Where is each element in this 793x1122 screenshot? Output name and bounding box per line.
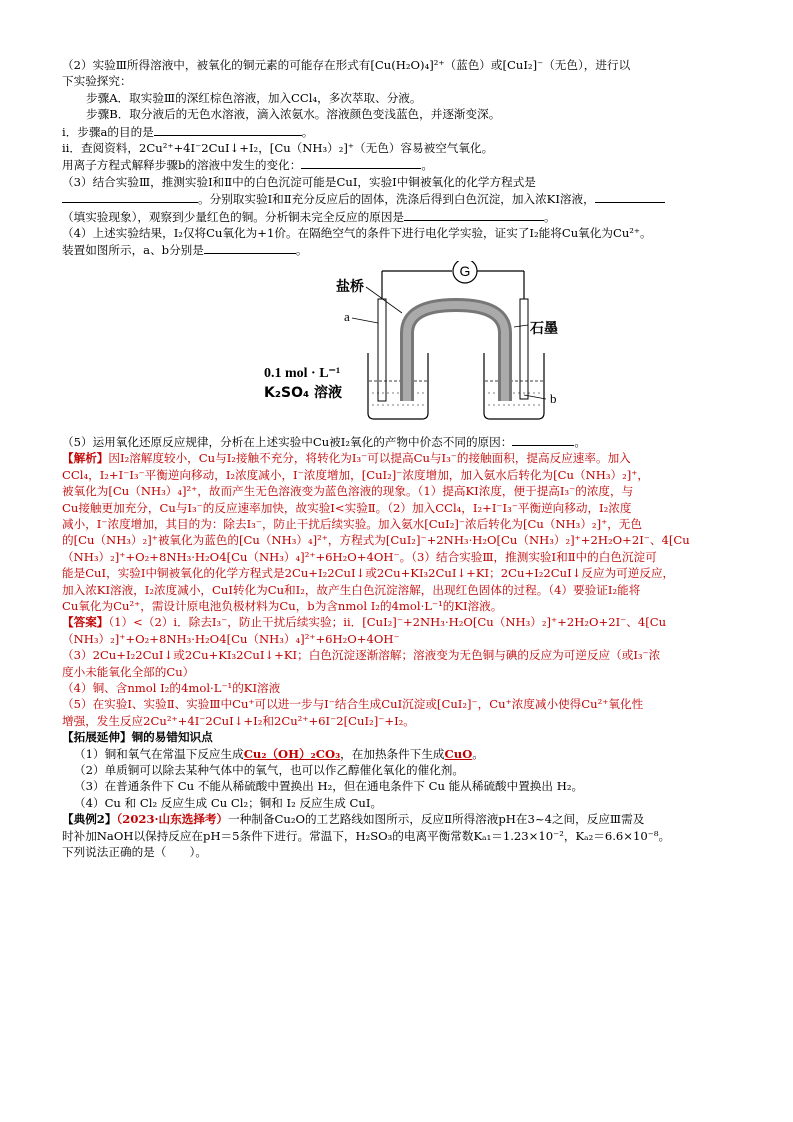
analysis-line: CCl₄，I₂+I⁻I₃⁻平衡逆向移动，I₂浓度减小，I⁻浓度增加，[CuI₂]⁻浓度增加，加入氨水后转化为[Cu（NH₃）₂]⁺， [62,467,649,482]
q3-line3-text: （填实验现象），观察到少量红色的铜。分析铜未完全反应的原因是 [62,209,405,224]
answer-text: （1）<（2）ⅰ．除去I₃⁻，防止干扰后续实验；ⅱ．[CuI₂]⁻+2NH₃·H₂O[Cu（NH₃）₂]⁺+2H₂O+2I⁻、4[Cu [108,615,667,630]
conc-label: 0.1 mol · L⁻¹ [264,365,341,381]
example-line2: 时补加NaOH以保持反应在pH＝5条件下进行。常温下，H₂SO₃的电离平衡常数Kₐ₁＝1.23×10⁻²，Kₐ₂＝6.6×10⁻⁸。 [62,828,671,843]
analysis-line: Cu氧化为Cu²⁺，需设计原电池负极材料为Cu，b为含nmol I₂的4mol·L⁻¹的KI溶液。 [62,598,503,613]
q5-line [62,433,742,450]
salt-bridge-inner [407,305,505,401]
beaker-left [368,353,428,419]
example-line3: 下列说法正确的是（ ）。 [62,845,207,860]
analysis-line: 被氧化为[Cu（NH₃）₄]²⁺，故而产生无色溶液变为蓝色溶液的现象。（1）提高KI浓度，便于提高I₃⁻的浓度，与 [62,484,634,499]
apparatus-diagram [262,261,562,431]
step-b: 步骤B．取分液后的无色水溶液，滴入浓氨水。溶液颜色变浅蓝色，并逐渐变深。 [86,107,501,122]
q2-i [62,123,742,140]
answer-line: （3）2Cu+I₂2CuI↓或2Cu+KI₃2CuI↓+KI；白色沉淀逐渐溶解；溶液变为无色铜与碘的反应为可逆反应（或I₃⁻浓 [62,648,661,663]
electrode-graphite [520,299,528,399]
answer-label: 【答案】 [62,615,109,630]
q4-line2 [62,241,742,258]
q4-line1: （4）上述实验结果，I₂仅将Cu氧化为+1价。在隔绝空气的条件下进行电化学实验，证实了I₂能将Cu氧化为Cu²⁺。 [62,226,652,241]
blank-eq[interactable] [62,190,198,203]
example-source: （2023·山东选择考） [116,812,229,827]
q3-line3 [62,208,742,225]
answer-line: （4）铜、含nmol I₂的4mol·L⁻¹的KI溶液 [62,680,281,695]
answer-line: 增强，发生反应2Cu²⁺+4I⁻2CuI↓+I₂和2Cu²⁺+6I⁻2[CuI₂]⁻+I₂。 [62,713,415,728]
salt-bridge-label: 盐桥 [336,278,364,295]
q2-i-text: ⅰ．步骤a的目的是 [62,124,154,139]
extend-p1-end: 。 [472,746,484,761]
extend-p4: （4）Cu 和 Cl₂ 反应生成 Cu Cl₂；铜和 I₂ 反应生成 CuI。 [74,795,383,810]
q3-line3-end: 。 [544,209,556,224]
answer-line: （5）在实验Ⅰ、实验Ⅱ、实验Ⅲ中Cu⁺可以进一步与I⁻结合生成CuI沉淀或[CuI₂]⁻，Cu⁺浓度减小使得Cu²⁺氧化性 [62,697,644,712]
electrode-a [378,299,386,401]
copper-oxide: CuO [444,746,473,761]
extend-heading: 【拓展延伸】铜的易错知识点 [62,730,213,745]
example-line1 [62,811,742,827]
q3-line1: （3）结合实验Ⅲ，推测实验Ⅰ和Ⅱ中的白色沉淀可能是CuI，实验Ⅰ中铜被氧化的化学方程式是 [62,174,536,189]
extend-p3: （3）在普通条件下 Cu 不能从稀硫酸中置换出 H₂，但在通电条件下 Cu 能从稀硫酸中置换出 H₂。 [74,779,584,794]
blank-ion[interactable] [301,156,421,169]
analysis-line: 减小，I⁻浓度增加，其目的为：除去I₃⁻，防止干扰后续实验。加入氨水[CuI₂]⁻浓后转化为[Cu（NH₃）₂]⁺，无色 [62,516,642,531]
label-b: b [550,390,557,406]
graphite-label: 石墨 [530,320,558,337]
end-mark: 。 [421,158,433,173]
answer-line [62,614,742,630]
analysis-line: 加入浓KI溶液，I₂浓度减小，CuI转化为Cu和I₂，故产生白色沉淀溶解，出现红色固体的过程。（4）要验证I₂能将 [62,582,641,597]
blank-phenomenon[interactable] [595,190,665,203]
analysis-line: 能是CuI，实验Ⅰ中铜被氧化的化学方程式是2Cu+I₂2CuI↓或2Cu+KI₃2CuI↓+KI；2Cu+I₂2CuI↓反应为可逆反应， [62,566,675,581]
q5-end: 。 [574,434,586,449]
q2-ii: ⅱ．查阅资料，2Cu²⁺+4I⁻2CuI↓+I₂，[Cu（NH₃）₂]⁺（无色）容易被空气氧化。 [62,141,494,156]
blank-ab[interactable] [204,241,296,254]
basic-copper-carbonate: Cu₂（OH）₂CO₃ [243,746,341,761]
example-text: 一种制备Cu₂O的工艺路线如图所示，反应Ⅱ所得溶液pH在3~4之间，反应Ⅲ需及 [228,812,645,827]
blank-q5[interactable] [512,433,574,446]
extend-p1-mid: ，在加热条件下生成 [340,746,445,761]
salt-bridge [407,305,505,401]
blank-i[interactable] [154,123,302,136]
electrochem-figure [62,261,742,431]
answer-line: （NH₃）₂]⁺+O₂+8NH₃·H₂O4[Cu（NH₃）₄]²⁺+6H₂O+4OH⁻ [62,631,400,646]
extend-p1 [62,746,742,762]
analysis-line [62,450,742,466]
q2-intro-line1: （2）实验Ⅲ所得溶液中，被氧化的铜元素的可能存在形式有[Cu(H₂O)₄]²⁺（蓝色）或[CuI₂]⁻（无色），进行以 [62,58,631,72]
q2-intro-line2: 下实验探究： [62,74,132,89]
q2-ion [62,156,742,173]
analysis-line: （NH₃）₂]⁺+O₂+8NH₃·H₂O4[Cu（NH₃）₄]²⁺+6H₂O+4OH⁻。（3）结合实验Ⅲ，推测实验Ⅰ和Ⅱ中的白色沉淀可 [62,549,657,564]
q2-ion-text: 用离子方程式解释步骤b的溶液中发生的变化： [62,158,302,173]
q4-line2-text: 装置如图所示，a、b分别是 [62,243,204,258]
galvanometer-label: G [459,262,471,279]
analysis-line: Cu接触更加充分，Cu与I₃⁻的反应速率加快，故实验Ⅰ<实验Ⅱ。（2）加入CCl₄，I₂+I⁻I₃⁻平衡逆向移动，I₂浓度 [62,500,632,515]
analysis-label: 【解析】 [62,451,109,466]
analysis-text: 因I₂溶解度较小，Cu与I₂接触不充分，将转化为I₃⁻可以提高Cu与I₃⁻的接触面积，提高反应速率。加入 [108,451,631,466]
q5-text: （5）运用氧化还原反应规律，分析在上述实验中Cu被I₂氧化的产物中价态不同的原因： [62,434,513,449]
q4-line2-end: 。 [295,243,308,258]
blank-reason[interactable] [404,208,544,221]
analysis-line: 的[Cu（NH₃）₂]⁺被氧化为蓝色的[Cu（NH₃）₄]²⁺，方程式为[CuI₂]⁻+2NH₃·H₂O[Cu（NH₃）₂]⁺+2H₂O+2I⁻、4[Cu [62,533,690,548]
q3-line2-text: 。分别取实验Ⅰ和Ⅱ充分反应后的固体，洗涤后得到白色沉淀，加入浓KI溶液， [198,192,595,207]
beaker-right [484,353,544,419]
label-a-pointer [352,318,378,323]
step-a: 步骤A．取实验Ⅲ的深红棕色溶液，加入CCl₄，多次萃取、分液。 [86,90,422,105]
label-a: a [344,308,350,324]
answer-line: 度小未能氧化全部的Cu） [62,664,195,679]
page-body [62,57,742,860]
example-label: 【典例2】 [62,812,117,827]
extend-p2: （2）单质铜可以除去某种气体中的氧气，也可以作乙醇催化氧化的催化剂。 [74,763,464,777]
extend-p1-text: （1）铜和氧气在常温下反应生成 [74,746,244,761]
q3-line2 [62,190,742,207]
solution-label: K₂SO₄ 溶液 [264,384,342,401]
end-mark: 。 [301,124,314,139]
